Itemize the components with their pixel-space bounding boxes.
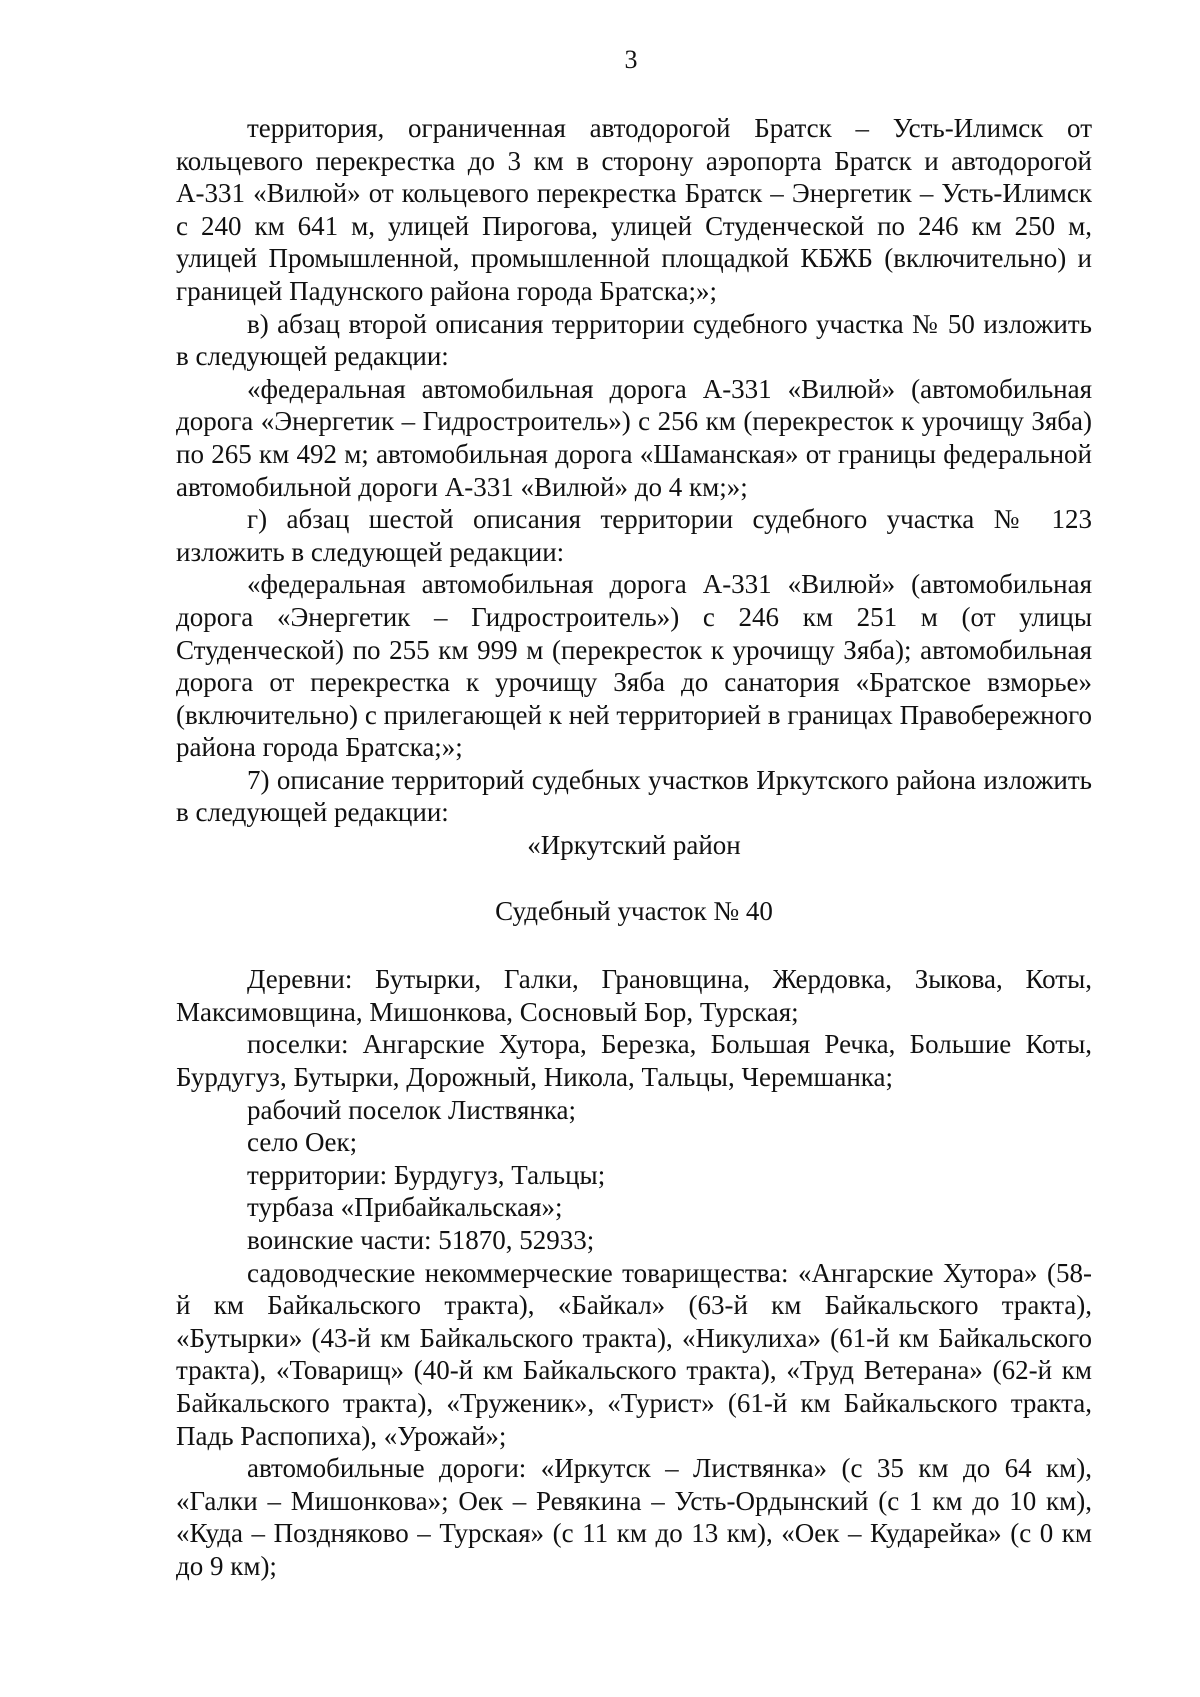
- section-paragraph: территории: Бурдугуз, Тальцы;: [247, 1159, 606, 1190]
- paragraph: территория, ограниченная автодорогой Братск – Усть-Илимск от кольцевого перекрестка до 3 км в сторону аэропорта Братск и автодорогой А-331 «Вилюй» от кольцевого перекрестка Братск – Энергетик – Усть-Илимск с 240 км 641 м, улицей Пирогова, улицей Студенческой по 246 км 250 м, улицей Промышленной, промышленной площадкой КБЖБ (включительно) и границей Падунского района города Братска;»;: [176, 113, 1092, 306]
- section-paragraph: турбаза «Прибайкальская»;: [247, 1192, 563, 1223]
- section-paragraph: село Оек;: [247, 1127, 358, 1158]
- paragraph: «федеральная автомобильная дорога А-331 «Вилюй» (автомобильная дорога «Энергетик – Гидростроитель») с 256 км (перекресток к урочищу Зяба) по 265 км 492 м; автомобильная дорога «Шаманская» от границы федеральной автомобильной дороги А-331 «Вилюй» до 4 км;»;: [176, 373, 1092, 502]
- spacer: [176, 927, 1092, 963]
- paragraph: в) абзац второй описания территории судебного участка № 50 изложить в следующей редакции:: [176, 308, 1092, 372]
- paragraph: г) абзац шестой описания территории судебного участка № 123 изложить в следующей редакции:: [176, 504, 1092, 567]
- spacer: [176, 862, 1092, 895]
- section-paragraph: воинские части: 51870, 52933;: [247, 1225, 595, 1255]
- section-paragraph: Деревни: Бутырки, Галки, Грановщина, Жердовка, Зыкова, Коты, Максимовщина, Мишонкова, Сосновый Бор, Турская;: [176, 964, 1092, 1027]
- section-paragraph: поселки: Ангарские Хутора, Березка, Большая Речка, Большие Коты, Бурдугуз, Бутырки, Дорожный, Никола, Тальцы, Черемшанка;: [176, 1029, 1092, 1093]
- document-body: [176, 112, 1092, 1583]
- section-paragraph: автомобильные дороги: «Иркутск – Листвянка» (с 35 км до 64 км), «Галки – Мишонкова»; Оек – Ревякина – Усть-Ордынский (с 1 км до 10 км), «Куда – Поздняково – Турская» (с 11 км до 13 км), «Оек – Кударейка» (с 0 км до 9 км);: [176, 1453, 1092, 1581]
- section-paragraph: садоводческие некоммерческие товарищества: «Ангарские Хутора» (58-й км Байкальского тракта), «Байкал» (63-й км Байкальского тракта), «Бутырки» (43-й км Байкальского тракта), «Никулиха» (61-й км Байкальского тракта), «Товарищ» (40-й км Байкальского тракта), «Труд Ветерана» (62-й км Байкальского тракта), «Труженик», «Турист» (61-й км Байкальского тракта, Падь Распопиха), «Урожай»;: [176, 1257, 1092, 1451]
- section-heading: Судебный участок № 40: [495, 895, 773, 926]
- district-heading: «Иркутский район: [527, 830, 741, 861]
- section-paragraph: рабочий поселок Листвянка;: [247, 1094, 577, 1125]
- paragraph: 7) описание территорий судебных участков Иркутского района изложить в следующей редакции:: [176, 764, 1092, 828]
- paragraph: «федеральная автомобильная дорога А-331 «Вилюй» (автомобильная дорога «Энергетик – Гидростроитель») с 246 км 251 м (от улицы Студенческой) по 255 км 999 м (перекресток к урочищу Зяба); автомобильная дорога от перекрестка к урочищу Зяба до санатория «Братское взморье» (включительно) с прилегающей к ней территорией в границах Правобережного района города Братска;»;: [176, 569, 1092, 763]
- page-number: 3: [624, 45, 638, 74]
